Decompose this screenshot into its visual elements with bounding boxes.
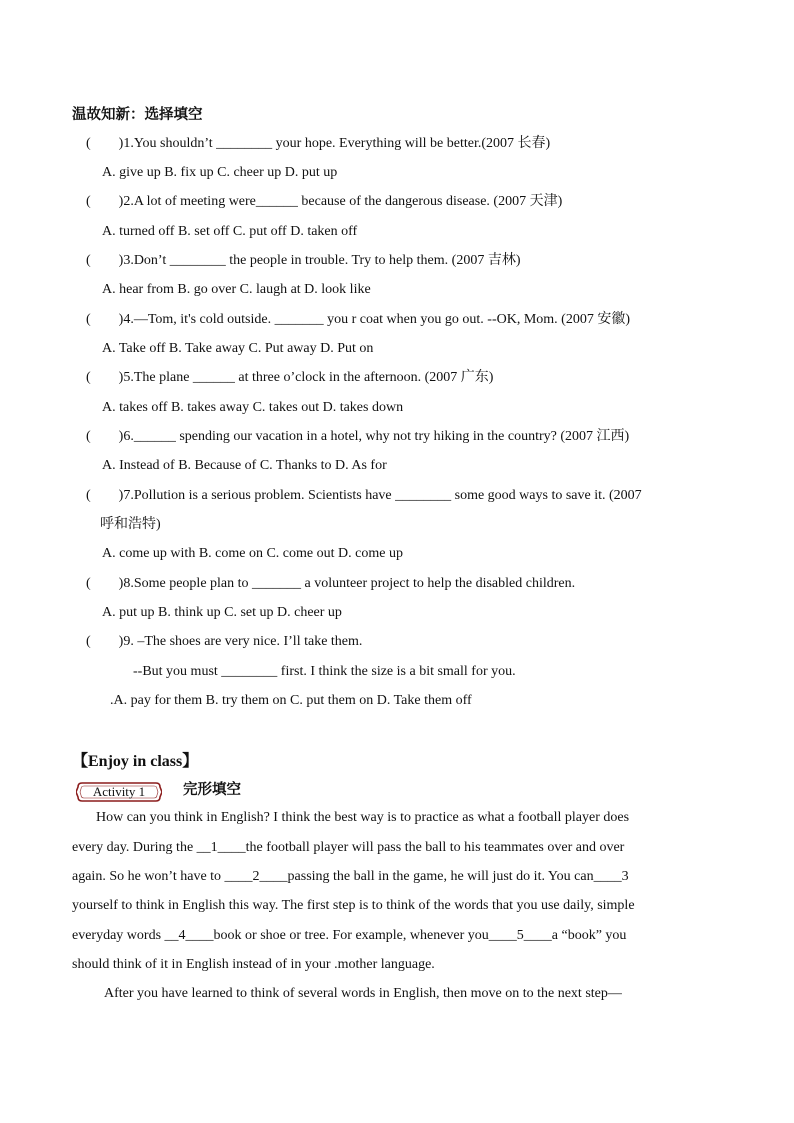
question-line: A. takes off B. takes away C. takes out D. takes down: [102, 400, 404, 415]
passage-text: the football player will pass the ball to his teammates over and over: [245, 840, 625, 855]
question-line: ( )3.Don’t ________ the people in trouble. Try to help them. (2007 吉林): [86, 253, 521, 268]
passage-text: yourself to think in English this way. The first step is to think of the words that you use daily, simple: [72, 898, 635, 913]
passage-text: should think of it in English instead of in your .mother language.: [72, 957, 435, 972]
question-line: A. hear from B. go over C. laugh at D. look like: [102, 282, 371, 297]
activity-badge: [76, 781, 162, 803]
section-heading: 温故知新：选择填空: [72, 107, 203, 123]
question-line: A. Take off B. Take away C. Put away D. Put on: [102, 341, 374, 356]
question-line: A. come up with B. come on C. come out D. come up: [102, 546, 403, 561]
question-line: .A. pay for them B. try them on C. put them on D. Take them off: [110, 693, 472, 708]
question-line: ( )9. –The shoes are very nice. I’ll take them.: [86, 634, 363, 649]
enjoy-heading: 【Enjoy in class】: [72, 753, 199, 770]
passage-line: [72, 927, 626, 945]
passage-text: every day. During the: [72, 840, 197, 855]
passage-line: [72, 868, 629, 886]
question-line: A. Instead of B. Because of C. Thanks to D. As for: [102, 458, 387, 473]
question-line: A. give up B. fix up C. cheer up D. put up: [102, 165, 338, 180]
activity-title: 完形填空: [183, 782, 241, 798]
passage-text: book or shoe or tree. For example, whenever you____5____a “book” you: [213, 928, 627, 943]
question-line: A. turned off B. set off C. put off D. taken off: [102, 224, 358, 239]
question-line: A. put up B. think up C. set up D. cheer up: [102, 605, 342, 620]
passage-text: everyday words: [72, 928, 165, 943]
passage-text: How can you think in English? I think the best way is to practice as what a football player does: [96, 810, 630, 825]
question-line: --But you must ________ first. I think the size is a bit small for you.: [133, 664, 516, 679]
passage-line: [72, 897, 635, 915]
question-line: ( )8.Some people plan to _______ a volunteer project to help the disabled children.: [86, 576, 576, 591]
passage-text: passing the ball in the game, he will just do it. You can____3: [287, 869, 629, 884]
question-line: ( )5.The plane ______ at three o’clock in the afternoon. (2007 广东): [86, 370, 494, 385]
question-line: ( )1.You shouldn’t ________ your hope. Everything will be better.(2007 长春): [86, 136, 551, 151]
blank-number: ____2____: [224, 869, 288, 884]
passage-line: [72, 956, 435, 974]
question-line: ( )6.______ spending our vacation in a hotel, why not try hiking in the country? (2007 江西): [86, 429, 630, 444]
passage-line: [104, 985, 622, 1003]
passage-line: [96, 809, 629, 827]
activity-badge-label: Activity 1: [92, 784, 146, 799]
passage-line: [72, 839, 624, 857]
passage-text: After you have learned to think of several words in English, then move on to the next step—: [104, 986, 622, 1001]
question-line: ( )4.—Tom, it's cold outside. _______ you r coat when you go out. --OK, Mom. (2007 安徽): [86, 312, 630, 327]
blank-number: __1____: [196, 840, 246, 855]
question-line: ( )2.A lot of meeting were______ because of the dangerous disease. (2007 天津): [86, 194, 563, 209]
question-line: 呼和浩特): [100, 517, 161, 532]
blank-number: __4____: [164, 928, 214, 943]
question-line: ( )7.Pollution is a serious problem. Scientists have ________ some good ways to save it. (2007: [86, 488, 642, 503]
passage-text: again. So he won’t have to: [72, 869, 225, 884]
